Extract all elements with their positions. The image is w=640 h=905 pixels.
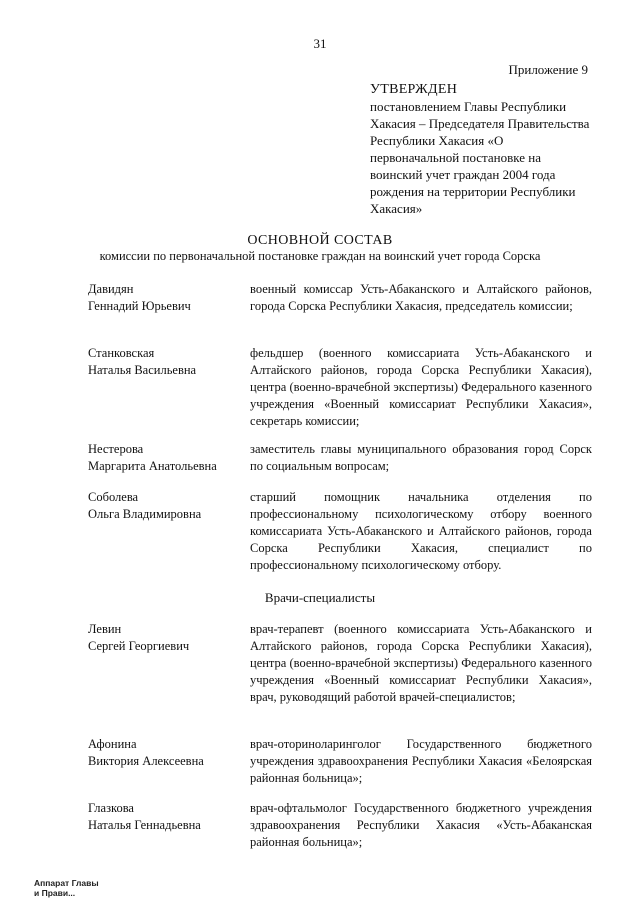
member-surname: Соболева [88,490,139,504]
member-name [88,441,248,475]
member-given-name: Наталья Васильевна [88,363,197,377]
doctor-surname: Глазкова [88,801,134,815]
member-role: заместитель главы муниципального образования город Сорск по социальным вопросам; [250,442,592,473]
appendix-label: Приложение 9 [508,62,588,77]
approval-text: постановлением Главы Республики Хакасия – Председателя Правительства Республики Хакасия «О первоначальной постановке на воинский учет граждан 2004 года рождения на территории Республики Хакасия» [370,99,590,216]
doctor-name [88,800,248,834]
document-title: ОСНОВНОЙ СОСТАВ [247,233,393,248]
member-name [88,345,248,379]
doctor-given-name: Сергей Георгиевич [88,639,190,653]
doctor-name [88,621,248,655]
doctor-role: врач-оториноларинголог Государственного бюджетного учреждения здравоохранения Республики Хакасия «Белоярская районная больница»; [250,737,592,785]
member-role: фельдшер (военного комиссариата Усть-Абаканского и Алтайского районов, города Сорска Республики Хакасия), центра (военно-врачебной экспертизы) Федерального казенного учреждения «Военный комиссариат Республики Хакасия», секретарь комиссии; [250,346,592,428]
approval-heading: УТВЕРЖДЕН [370,82,458,97]
doctor-given-name: Наталья Геннадьевна [88,818,201,832]
member-given-name: Геннадий Юрьевич [88,299,191,313]
member-name [88,489,248,523]
member-name [88,281,248,315]
member-surname: Нестерова [88,442,144,456]
office-stamp [34,878,99,898]
page-number: 31 [313,36,327,51]
member-role: военный комиссар Усть-Абаканского и Алтайского районов, города Сорска Республики Хакасия, председатель комиссии; [250,282,592,313]
doctor-name [88,736,248,770]
doctor-role: врач-офтальмолог Государственного бюджетного учреждения здравоохранения Республики Хакасия «Усть-Абаканская районная больница»; [250,801,592,849]
member-given-name: Маргарита Анатольевна [88,459,217,473]
stamp-line: Аппарат Главы [34,878,99,888]
doctor-role: врач-терапевт (военного комиссариата Усть-Абаканского и Алтайского районов, города Сорска Республики Хакасия), центра (военно-врачебной экспертизы) Федерального казенного учреждения «Военный комиссариат Республики Хакасия», врач, руководящий работой врачей-специалистов; [250,622,592,704]
doctor-surname: Афонина [88,737,137,751]
approval-block [370,81,590,217]
member-surname: Станковская [88,346,155,360]
section-heading: Врачи-специалисты [264,590,376,605]
member-surname: Давидян [88,282,134,296]
doctor-given-name: Виктория Алексеевна [88,754,204,768]
document-subtitle: комиссии по первоначальной постановке граждан на воинский учет города Сорска [99,249,541,263]
doctor-surname: Левин [88,622,122,636]
member-given-name: Ольга Владимировна [88,507,202,521]
stamp-line: и Прави... [34,888,76,898]
member-role: старший помощник начальника отделения по профессиональному психологическому отбору военного комиссариата Усть-Абаканского и Алтайского районов, города Сорска Республики Хакасия, специалист по профессиональному психологическому отбору. [250,490,592,572]
